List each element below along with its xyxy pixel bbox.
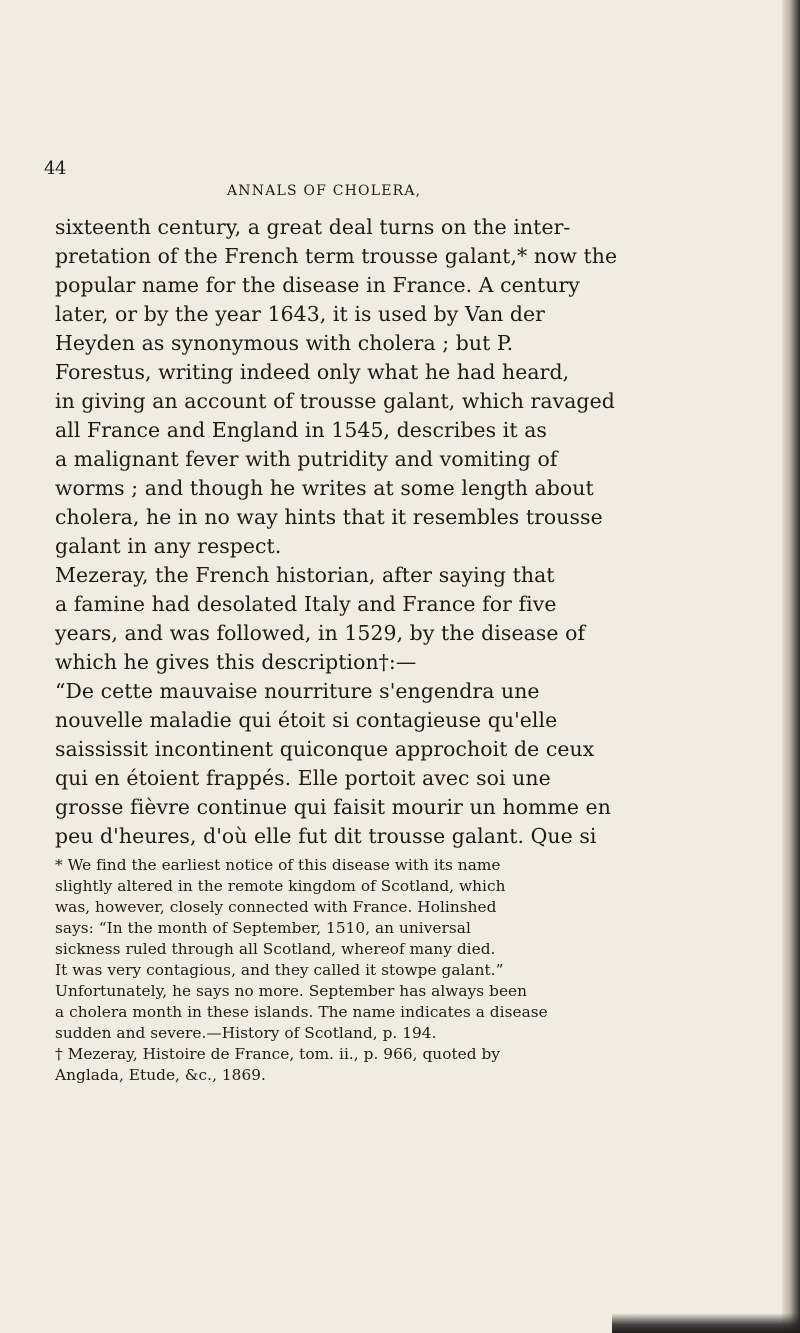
body-line: which he gives this description†:— — [55, 650, 417, 674]
body-line: pretation of the French term trousse galant,* now the — [55, 244, 618, 268]
body-line: Heyden as synonymous with cholera ; but P. — [55, 331, 514, 355]
footnote-line: Unfortunately, he says no more. September has always been — [55, 982, 528, 1000]
footnote-line: was, however, closely connected with France. Holinshed — [55, 898, 497, 916]
body-line: years, and was followed, in 1529, by the disease of — [55, 621, 586, 645]
footnote-line: Anglada, Etude, &c., 1869. — [55, 1066, 266, 1084]
body-line: peu d'heures, d'où elle fut dit trousse galant. Que si — [55, 824, 597, 848]
body-line: later, or by the year 1643, it is used by Van der — [55, 302, 545, 326]
body-line: cholera, he in no way hints that it resembles trousse — [55, 505, 603, 529]
footnote-line: It was very contagious, and they called it stowpe galant.” — [55, 961, 504, 979]
body-line: galant in any respect. — [55, 534, 282, 558]
body-line: grosse fièvre continue qui faisit mourir un homme en — [55, 795, 611, 819]
body-line: worms ; and though he writes at some length about — [55, 476, 594, 500]
body-line: Mezeray, the French historian, after saying that — [55, 563, 555, 587]
page-edge-shadow — [782, 0, 800, 1333]
body-line: sixteenth century, a great deal turns on the inter- — [55, 215, 571, 239]
footnote-line: sickness ruled through all Scotland, whereof many died. — [55, 940, 496, 958]
footnote-line: says: “In the month of September, 1510, an universal — [55, 919, 471, 937]
footnote-line: slightly altered in the remote kingdom of Scotland, which — [55, 877, 506, 895]
body-line: in giving an account of trousse galant, which ravaged — [55, 389, 615, 413]
footnote-line: sudden and severe.—History of Scotland, p. 194. — [55, 1024, 437, 1042]
footnote-line: a cholera month in these islands. The name indicates a disease — [55, 1003, 548, 1021]
body-line: Forestus, writing indeed only what he had heard, — [55, 360, 570, 384]
body-line: nouvelle maladie qui étoit si contagieuse qu'elle — [55, 708, 558, 732]
body-line: “De cette mauvaise nourriture s'engendra une — [55, 679, 540, 703]
body-line: qui en étoient frappés. Elle portoit avec soi une — [55, 766, 551, 790]
body-line: popular name for the disease in France. A century — [55, 273, 580, 297]
body-line: a malignant fever with putridity and vomiting of — [55, 447, 558, 471]
body-line: a famine had desolated Italy and France for five — [55, 592, 557, 616]
running-head: ANNALS OF CHOLERA, — [227, 183, 422, 199]
body-line: all France and England in 1545, describes it as — [55, 418, 547, 442]
footnote-line: † Mezeray, Histoire de France, tom. ii., p. 966, quoted by — [55, 1045, 501, 1063]
footnote-line: * We find the earliest notice of this disease with its name — [55, 856, 501, 874]
body-line: saississit incontinent quiconque approchoit de ceux — [55, 737, 595, 761]
page-number: 44 — [44, 158, 66, 179]
bottom-edge-shadow — [612, 1313, 800, 1333]
